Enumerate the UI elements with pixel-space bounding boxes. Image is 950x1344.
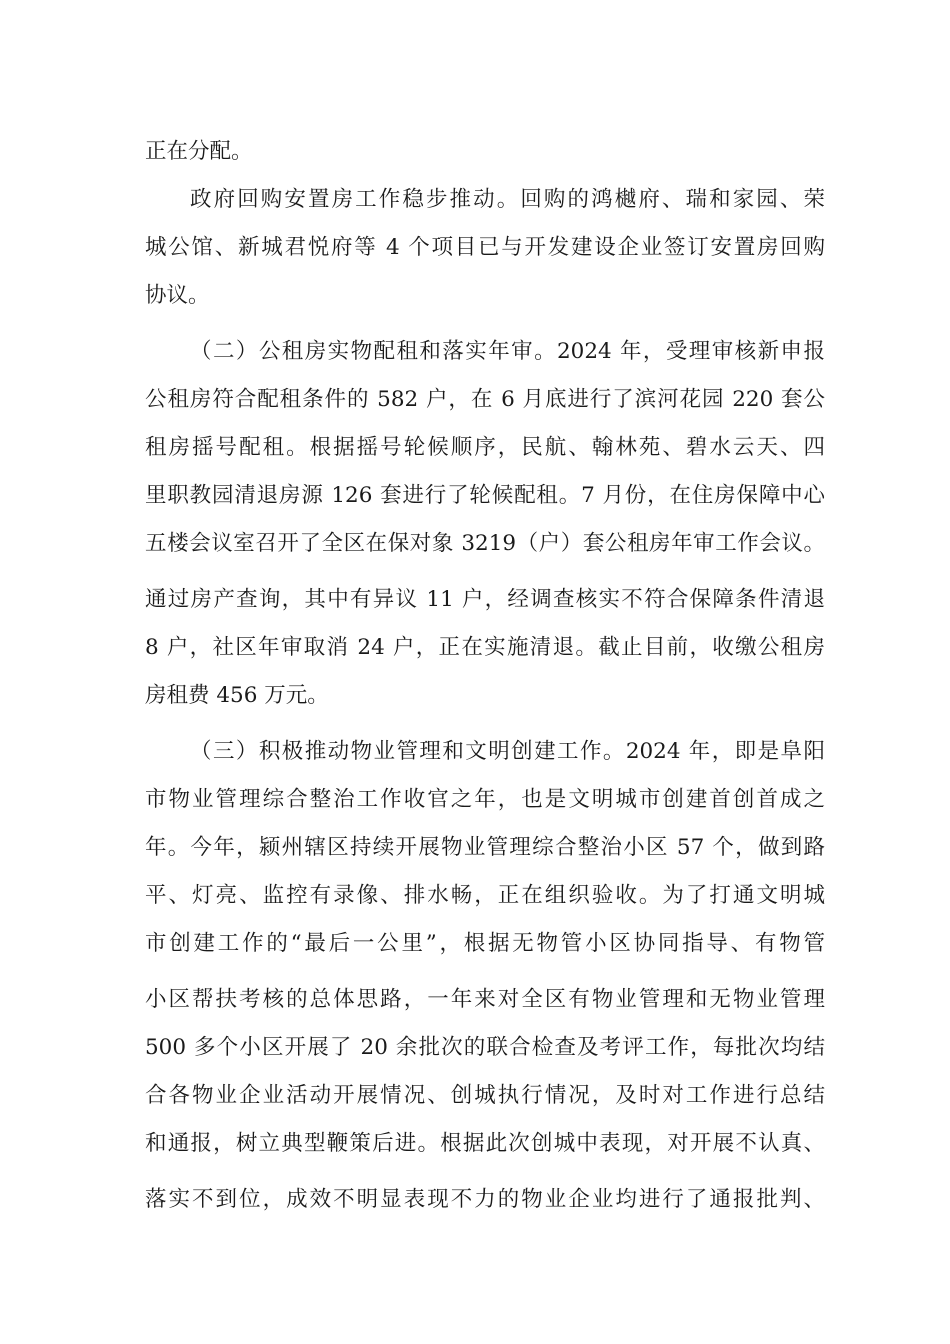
text-line-22: 落实不到位，成效不明显表现不力的物业企业均进行了通报批判、 xyxy=(145,1187,825,1212)
text-line-2: 政府回购安置房工作稳步推动。回购的鸿樾府、瑞和家园、荣 xyxy=(190,187,825,212)
text-line-3: 城公馆、新城君悦府等 4 个项目已与开发建设企业签订安置房回购 xyxy=(145,235,825,260)
text-line-21: 和通报，树立典型鞭策后进。根据此次创城中表现，对开展不认真、 xyxy=(145,1131,825,1156)
text-line-14: 市物业管理综合整治工作收官之年，也是文明城市创建首创首成之 xyxy=(145,787,825,812)
text-line-18: 小区帮扶考核的总体思路，一年来对全区有物业管理和无物业管理 xyxy=(145,987,825,1012)
text-line-5: （二）公租房实物配租和落实年审。2024 年，受理审核新申报 xyxy=(190,339,825,364)
text-line-1: 正在分配。 xyxy=(145,139,253,164)
text-line-9: 五楼会议室召开了全区在保对象 3219（户）套公租房年审工作会议。 xyxy=(145,531,825,556)
text-line-19: 500 多个小区开展了 20 余批次的联合检查及考评工作，每批次均结 xyxy=(145,1035,825,1060)
text-line-12: 房租费 456 万元。 xyxy=(145,683,329,708)
text-line-8: 里职教园清退房源 126 套进行了轮候配租。7 月份，在住房保障中心 xyxy=(145,483,825,508)
text-line-16: 平、灯亮、监控有录像、排水畅，正在组织验收。为了打通文明城 xyxy=(145,883,825,908)
text-line-7: 租房摇号配租。根据摇号轮候顺序，民航、翰林苑、碧水云天、四 xyxy=(145,435,825,460)
text-line-20: 合各物业企业活动开展情况、创城执行情况，及时对工作进行总结 xyxy=(145,1083,825,1108)
text-line-13: （三）积极推动物业管理和文明创建工作。2024 年，即是阜阳 xyxy=(190,739,825,764)
text-line-15: 年。今年，颍州辖区持续开展物业管理综合整治小区 57 个，做到路 xyxy=(145,835,825,860)
text-line-10: 通过房产查询，其中有异议 11 户，经调查核实不符合保障条件清退 xyxy=(145,587,825,612)
text-line-6: 公租房符合配租条件的 582 户，在 6 月底进行了滨河花园 220 套公 xyxy=(145,387,825,412)
text-line-4: 协议。 xyxy=(145,283,210,308)
text-line-11: 8 户，社区年审取消 24 户，正在实施清退。截止目前，收缴公租房 xyxy=(145,635,825,660)
text-line-17: 市创建工作的“最后一公里”，根据无物管小区协同指导、有物管 xyxy=(145,931,825,956)
